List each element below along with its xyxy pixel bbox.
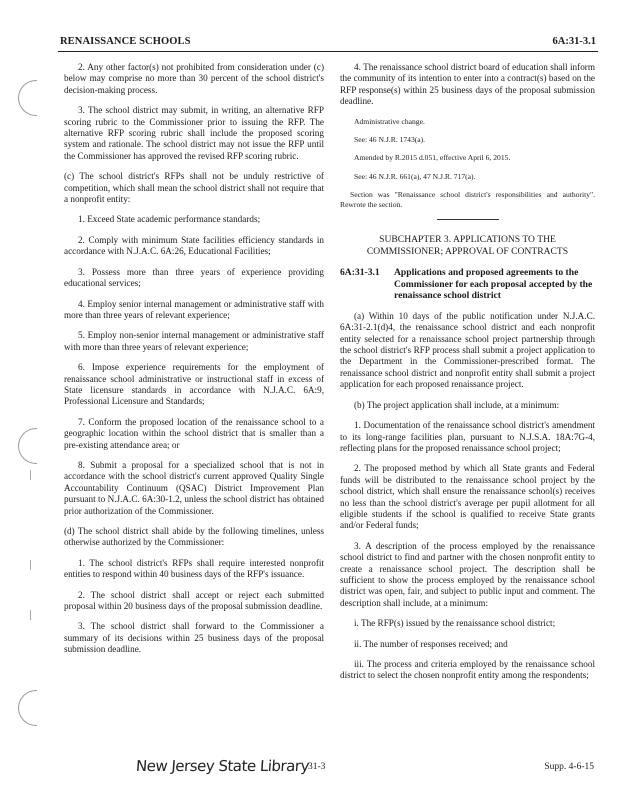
section-title: Applications and proposed agreements to the Commissioner for each proposal accepted by the renaissance school district [394, 267, 593, 302]
list-item: 4. Employ senior internal management or administrative staff with more than three years of relevant experience; [64, 298, 324, 320]
paragraph-b: (b) The project application shall include, at a minimum: [354, 399, 560, 410]
paragraph-b2: 2. Any other factor(s) not prohibited from consideration under (c) below may comprise no more than 30 percent of the school district's decision-making process. [64, 62, 324, 95]
section-divider [437, 219, 499, 220]
running-header-title: RENAISSANCE SCHOOLS [60, 36, 191, 47]
sub-list-item: i. The RFP(s) issued by the renaissance school district; [354, 618, 556, 629]
list-item: 7. Conform the proposed location of the renaissance school to a geographic location within the school district that is smaller than a pre-existing attendance area; or [64, 416, 324, 450]
history-line: Administrative change. [354, 116, 425, 126]
paragraph-a: (a) Within 10 days of the public notification under N.J.A.C. 6A:31-2.1(d)4, the renaissance school district and each nonprofit entity selected for a renaissance school project partnership through the school district's RFP process shall submit a project application to the Department in the Commissioner-prescribed format. The renaissance school district and nonprofit entity shall submit a project application for each proposed renaissance project. [340, 310, 595, 390]
paragraph-d: (d) The school district shall abide by the following timelines, unless otherwise authorized by the Commissioner: [64, 526, 324, 548]
list-item: 6. Impose experience requirements for the employment of renaissance school administrative or instructional staff in excess of State licensure standards in accordance with N.J.A.C. 6A:9, Professional Licensure and Standards; [64, 362, 324, 407]
paragraph-b3: 3. The school district may submit, in writing, an alternative RFP scoring rubric to the Commissioner prior to issuing the RFP. The alternative RFP scoring rubric shall include the proposed scoring system and rationale. The school district may not issue the RFP until the Commissioner has approved the revised RFP scoring rubric. [64, 105, 324, 161]
history-line: See: 46 N.J.R. 661(a), 47 N.J.R. 717(a). [354, 171, 476, 181]
section-number: 6A:31-3.1 [340, 267, 380, 279]
sub-list-item: iii. The process and criteria employed by the renaissance school district to select the chosen nonprofit entity among the respondents; [340, 659, 595, 681]
paragraph-c: (c) The school district's RFPs shall not be unduly restrictive of competition, which shall mean the school district shall not require that a nonprofit entity: [64, 171, 324, 205]
list-item: 3. A description of the process employed by the renaissance school district to find and partner with the chosen nonprofit entity to create a renaissance school project. The description shall be sufficient to show the process employed by the renaissance school district was open, fair, and subject to public input and comment. The description shall include, at a minimum: [340, 540, 595, 608]
right-column [340, 62, 595, 691]
left-column [64, 62, 324, 665]
list-item: 1. The school district's RFPs shall require interested nonprofit entities to respond within 40 business days of the RFP's issuance. [64, 557, 324, 580]
supplement-date: Supp. 4-6-15 [544, 762, 594, 772]
list-item: 3. The school district shall forward to the Commissioner a summary of its decisions within 25 business days of the proposal submission deadline. [64, 621, 324, 655]
list-item: 2. The proposed method by which all State grants and Federal funds will be distributed to the renaissance school project by the school district, which shall ensure the renaissance school(s) receives no less than the school district's average per pupil allotment for all eligible students if the school is qualified to receive State grants and/or Federal funds; [340, 463, 595, 531]
history-line: Section was "Renaissance school district's responsibilities and authority". Rewrote the section. [340, 190, 595, 209]
running-header-section: 6A:31-3.1 [552, 36, 596, 47]
list-item: 2. The school district shall accept or reject each submitted proposal within 20 business days of the proposal submission deadline. [64, 589, 324, 612]
margin-tick [30, 470, 31, 480]
list-item: 5. Employ non-senior internal management or administrative staff with more than three years of relevant experience; [64, 330, 324, 352]
section-heading [340, 267, 595, 302]
margin-tick [30, 610, 31, 620]
punch-hole-mark [18, 428, 37, 464]
history-line: See: 46 N.J.R. 1743(a). [354, 135, 426, 145]
list-item: 2. Comply with minimum State facilities efficiency standards in accordance with N.J.A.C. 6A:26, Educational Facilities; [64, 234, 324, 257]
header-rule [58, 51, 598, 52]
history-line: Amended by R.2015 d.051, effective April 6, 2015. [354, 153, 511, 163]
punch-hole-mark [18, 690, 37, 726]
history-note [340, 117, 595, 209]
subchapter-heading: SUBCHAPTER 3. APPLICATIONS TO THE COMMISSIONER; APPROVAL OF CONTRACTS [366, 234, 569, 258]
list-item: 3. Possess more than three years of experience providing educational services; [64, 266, 324, 289]
paragraph-d4: 4. The renaissance school district board of education shall inform the community of its intention to enter into a contract(s) based on the RFP response(s) within 25 business days of the proposal submission deadline. [340, 62, 595, 107]
list-item: 1. Exceed State academic performance standards; [78, 214, 261, 225]
list-item: 8. Submit a proposal for a specialized school that is not in accordance with the school district's current approved Quality Single Accountability Continuum (QSAC) District Improvement Plan pursuant to N.J.A.C. 6A:30-1.2, unless the school district has obtained prior authorization of the Commissioner. [64, 459, 324, 516]
list-item: 1. Documentation of the renaissance school district's amendment to its long-range facilities plan, pursuant to N.J.S.A. 18A:7G-4, reflecting plans for the proposed renaissance school project; [340, 420, 595, 453]
sub-list-item: ii. The number of responses received; and [354, 638, 508, 649]
page-number: 31-3 [308, 762, 326, 772]
punch-hole-mark [18, 80, 37, 116]
margin-tick [30, 560, 31, 570]
library-stamp: New Jersey State Library [135, 757, 310, 775]
